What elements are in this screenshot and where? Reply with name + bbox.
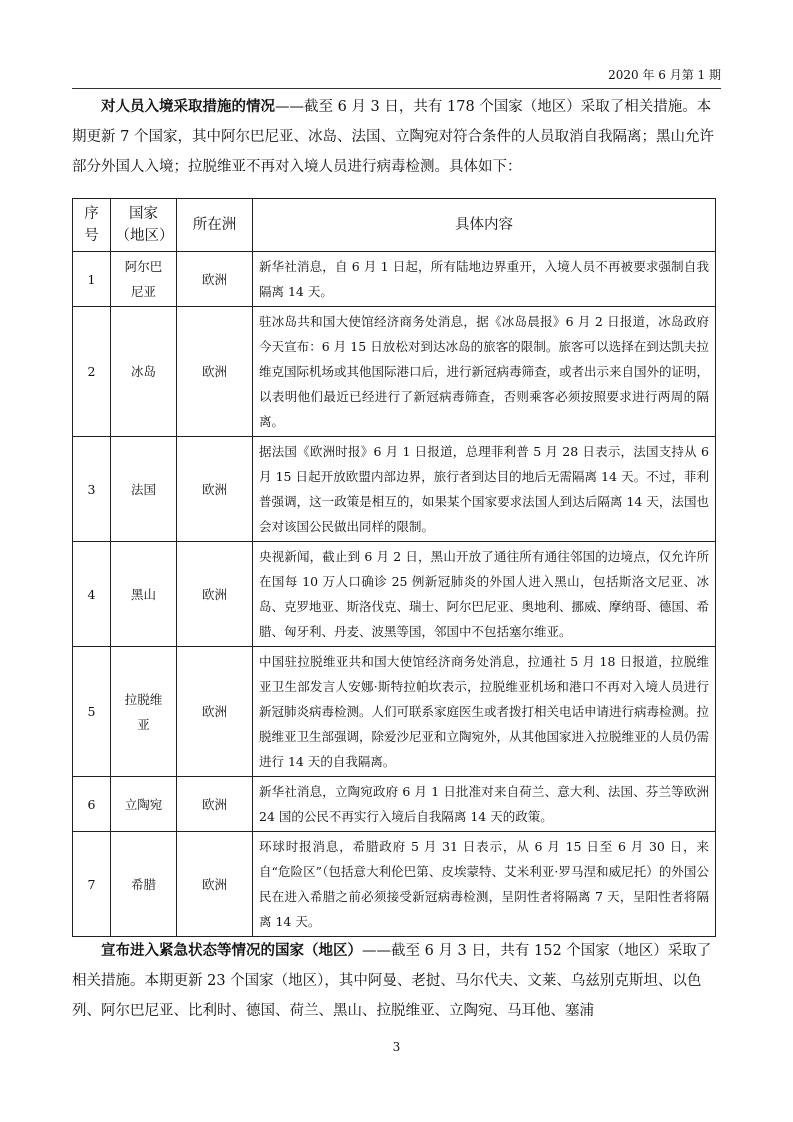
section2-lead: 宣布进入紧急状态等情况的国家（地区） (101, 942, 362, 959)
row-num: 1 (73, 252, 111, 307)
section2-paragraph (72, 936, 722, 1026)
measures-table (72, 198, 716, 937)
table-row (73, 252, 716, 307)
table-row (73, 437, 716, 542)
row-country: 黑山 (111, 542, 177, 647)
row-country: 立陶宛 (111, 777, 177, 832)
row-continent: 欧洲 (177, 542, 253, 647)
header-country: 国家（地区） (111, 199, 177, 252)
row-content: 中国驻拉脱维亚共和国大使馆经济商务处消息，拉通社 5 月 18 日报道，拉脱维亚卫生部发言人安娜·斯特拉帕坎表示，拉脱维亚机场和港口不再对入境人员进行新冠肺炎病毒检测。人们可联系家庭医生或者拨打相关电话申请进行病毒检测。拉脱维亚卫生部强调，除爱沙尼亚和立陶宛外，从其他国家进入拉脱维亚的人员仍需进行 14 天的自我隔离。 (253, 647, 716, 777)
section1-paragraph (72, 92, 722, 182)
header-rule (72, 88, 721, 89)
row-content: 新华社消息，自 6 月 1 日起，所有陆地边界重开，入境人员不再被要求强制自我隔离 14 天。 (253, 252, 716, 307)
row-continent: 欧洲 (177, 437, 253, 542)
row-num: 5 (73, 647, 111, 777)
row-content: 环球时报消息，希腊政府 5 月 31 日表示，从 6 月 15 日至 6 月 30 日，来自“危险区”（包括意大利伦巴第、皮埃蒙特、艾米利亚·罗马涅和威尼托）的外国公民在进入希腊之前必须接受新冠病毒检测，呈阴性者将隔离 7 天，呈阳性者将隔离 14 天。 (253, 832, 716, 937)
row-continent: 欧洲 (177, 252, 253, 307)
row-content: 驻冰岛共和国大使馆经济商务处消息，据《冰岛晨报》6 月 2 日报道，冰岛政府今天宣布：6 月 15 日放松对到达冰岛的旅客的限制。旅客可以选择在到达凯夫拉维克国际机场或其他国际港口后，进行新冠病毒筛查，或者出示来自国外的证明，以表明他们最近已经进行了新冠病毒筛查，否则乘客必须按照要求进行两周的隔离。 (253, 307, 716, 437)
row-num: 4 (73, 542, 111, 647)
table-header-row (73, 199, 716, 252)
row-continent: 欧洲 (177, 832, 253, 937)
header-num: 序号 (73, 199, 111, 252)
page-number: 3 (392, 1040, 401, 1054)
section1-lead: 对人员入境采取措施的情况 (101, 98, 275, 115)
row-content: 新华社消息，立陶宛政府 6 月 1 日批准对来自荷兰、意大利、法国、芬兰等欧洲 24 国的公民不再实行入境后自我隔离 14 天的政策。 (253, 777, 716, 832)
section2-text: ——截至 6 月 3 日，共有 152 个国家（地区）采取了相关措施。本期更新 23 个国家（地区），其中阿曼、老挝、马尔代夫、文莱、乌兹别克斯坦、以色列、阿尔巴尼亚、比利时、德国、荷兰、黑山、拉脱维亚、立陶宛、马耳他、塞浦 (72, 943, 712, 1019)
row-num: 2 (73, 307, 111, 437)
issue-label: 2020 年 6 月第 1 期 (608, 68, 721, 82)
row-continent: 欧洲 (177, 777, 253, 832)
table-row (73, 777, 716, 832)
row-num: 6 (73, 777, 111, 832)
table-row (73, 542, 716, 647)
row-country: 法国 (111, 437, 177, 542)
section1-text: ——截至 6 月 3 日，共有 178 个国家（地区）采取了相关措施。本期更新 7 个国家，其中阿尔巴尼亚、冰岛、法国、立陶宛对符合条件的人员取消自我隔离；黑山允许部分外国人入境；拉脱维亚不再对入境人员进行病毒检测。具体如下： (72, 99, 714, 175)
row-country: 希腊 (111, 832, 177, 937)
table-row (73, 647, 716, 777)
header-continent: 所在洲 (177, 199, 253, 252)
row-country: 冰岛 (111, 307, 177, 437)
row-country: 拉脱维亚 (111, 647, 177, 777)
row-continent: 欧洲 (177, 647, 253, 777)
row-num: 3 (73, 437, 111, 542)
row-country: 阿尔巴尼亚 (111, 252, 177, 307)
header-content: 具体内容 (253, 199, 716, 252)
row-num: 7 (73, 832, 111, 937)
row-continent: 欧洲 (177, 307, 253, 437)
table-row (73, 832, 716, 937)
row-content: 央视新闻，截止到 6 月 2 日，黑山开放了通往所有通往邻国的边境点，仅允许所在国每 10 万人口确诊 25 例新冠肺炎的外国人进入黑山，包括斯洛文尼亚、冰岛、克罗地亚、斯洛伐克、瑞士、阿尔巴尼亚、奥地利、挪威、摩纳哥、德国、希腊、匈牙利、丹麦、波黑等国，邻国中不包括塞尔维亚。 (253, 542, 716, 647)
row-content: 据法国《欧洲时报》6 月 1 日报道，总理菲利普 5 月 28 日表示，法国支持从 6 月 15 日起开放欧盟内部边界，旅行者到达目的地后无需隔离 14 天。不过，菲利普强调，这一政策是相互的，如果某个国家要求法国人到达后隔离 14 天，法国也会对该国公民做出同样的限制。 (253, 437, 716, 542)
table-row (73, 307, 716, 437)
